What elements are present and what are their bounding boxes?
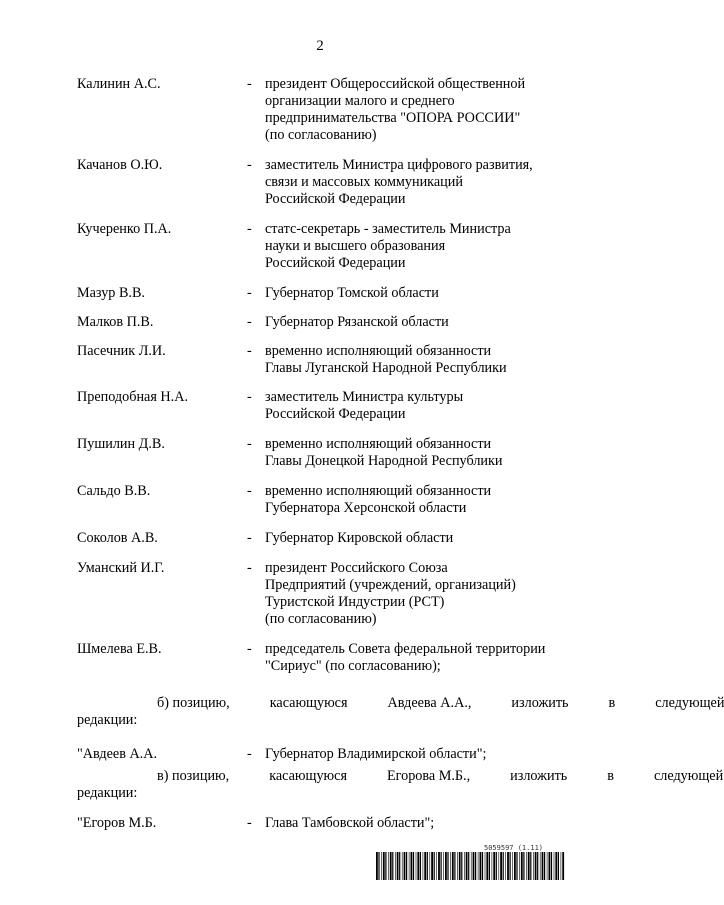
entry-name: "Авдеев А.А. [77,746,158,762]
paragraph-word: изложить [511,695,569,711]
entry-row [0,560,640,628]
entry-description-line: заместитель Министра культуры [265,389,464,405]
paragraph-b [77,695,724,729]
entry-description-line: Российской Федерации [265,191,406,207]
entry-name: Шмелева Е.В. [77,641,162,657]
entry-dash: - [247,641,252,657]
paragraph-word: в [608,695,616,711]
entry-name: Пасечник Л.И. [77,343,166,359]
entry-description-line: временно исполняющий обязанности [265,483,492,499]
entry-description-line: статс-секретарь - заместитель Министра [265,221,511,237]
entry-row [0,483,640,517]
entry-name: Калинин А.С. [77,76,161,92]
entry-dash: - [247,343,252,359]
entry-description [265,530,585,547]
document-code: 5059597 (1.11) [484,844,544,852]
entry-description-line: заместитель Министра цифрового развития, [265,157,533,173]
entry-row [0,530,640,547]
entry-description-line: Туристской Индустрии (РСТ) [265,594,445,610]
paragraph-word: б) позицию, [157,695,230,711]
entry-description [265,389,585,423]
entry-description-line: предпринимательства "ОПОРА РОССИИ" [265,110,521,126]
paragraph-word: изложить [510,768,568,784]
entry-row [0,641,640,675]
entry-dash: - [247,157,252,173]
entry-dash: - [247,560,252,576]
entry-dash: - [247,815,252,831]
entry-dash: - [247,746,252,762]
membership-list [0,76,640,675]
entry-row [0,343,640,377]
entry-description [265,221,585,272]
entry-description-line: Губернатор Томской области [265,285,439,301]
entry-dash: - [247,285,252,301]
entry-dash: - [247,530,252,546]
entry-dash: - [247,221,252,237]
entry-description [265,343,585,377]
paragraph-b-continuation: редакции: [77,712,138,728]
paragraph-word: Авдеева А.А., [387,695,472,711]
entry-row [0,157,640,208]
entry-description [265,436,585,470]
paragraph-word: следующей [653,768,724,784]
entry-description-line: Предприятий (учреждений, организаций) [265,577,516,593]
entry-name: Пушилин Д.В. [77,436,165,452]
entry-description [265,157,585,208]
paragraph-word: Егорова М.Б., [386,768,471,784]
entry-description: Глава Тамбовской области"; [265,815,435,831]
paragraph-word: касающуюся [269,695,348,711]
paragraph-word: в [607,768,614,784]
entry-description-line: временно исполняющий обязанности [265,436,492,452]
entry-description-line: Губернатор Рязанской области [265,314,449,330]
entry-description [265,560,585,628]
entry-description-line: Губернатор Кировской области [265,530,454,546]
entry-dash: - [247,436,252,452]
entry-name: Малков П.В. [77,314,154,330]
entry-description-line: Главы Луганской Народной Республики [265,360,507,376]
entry-description [265,641,585,675]
entry-description-line: президент Российского Союза [265,560,448,576]
entry-description [265,76,585,144]
paragraph-word: в) позицию, [157,768,230,784]
entry-description-line: Российской Федерации [265,255,406,271]
entry-description-line: Губернатора Херсонской области [265,500,467,516]
entry-description-line: "Сириус" (по согласованию); [265,658,441,674]
entry-name: Сальдо В.В. [77,483,151,499]
entry-name: Качанов О.Ю. [77,157,163,173]
page-number: 2 [316,38,324,54]
paragraph-v [77,768,724,802]
entry-description [265,285,585,302]
entry-description-line: связи и массовых коммуникаций [265,174,463,190]
entry-description-line: науки и высшего образования [265,238,446,254]
entry-name: Соколов А.В. [77,530,158,546]
entry-name: Преподобная Н.А. [77,389,188,405]
entry-row [0,285,640,302]
barcode [376,852,564,880]
entry-description-line: председатель Совета федеральной территории [265,641,546,657]
entry-description [265,314,585,331]
entry-row [0,76,640,144]
entry-name: Мазур В.В. [77,285,145,301]
entry-row [0,436,640,470]
entry-row [0,389,640,423]
entry-row [0,314,640,331]
entry-name: Уманский И.Г. [77,560,165,576]
paragraph-v-continuation: редакции: [77,785,138,801]
entry-description [265,483,585,517]
entry-description-line: (по согласованию) [265,127,377,143]
entry-dash: - [247,76,252,92]
entry-description: Губернатор Владимирской области"; [265,746,487,762]
entry-description-line: Главы Донецкой Народной Республики [265,453,503,469]
entry-dash: - [247,314,252,330]
entry-dash: - [247,483,252,499]
paragraph-word: следующей [655,695,724,711]
entry-description-line: организации малого и среднего [265,93,455,109]
entry-description-line: (по согласованию) [265,611,377,627]
entry-name: "Егоров М.Б. [77,815,157,831]
entry-description-line: президент Общероссийской общественной [265,76,526,92]
paragraph-word: касающуюся [269,768,347,784]
entry-name: Кучеренко П.А. [77,221,172,237]
entry-dash: - [247,389,252,405]
entry-description-line: временно исполняющий обязанности [265,343,492,359]
entry-description-line: Российской Федерации [265,406,406,422]
entry-row [0,221,640,272]
